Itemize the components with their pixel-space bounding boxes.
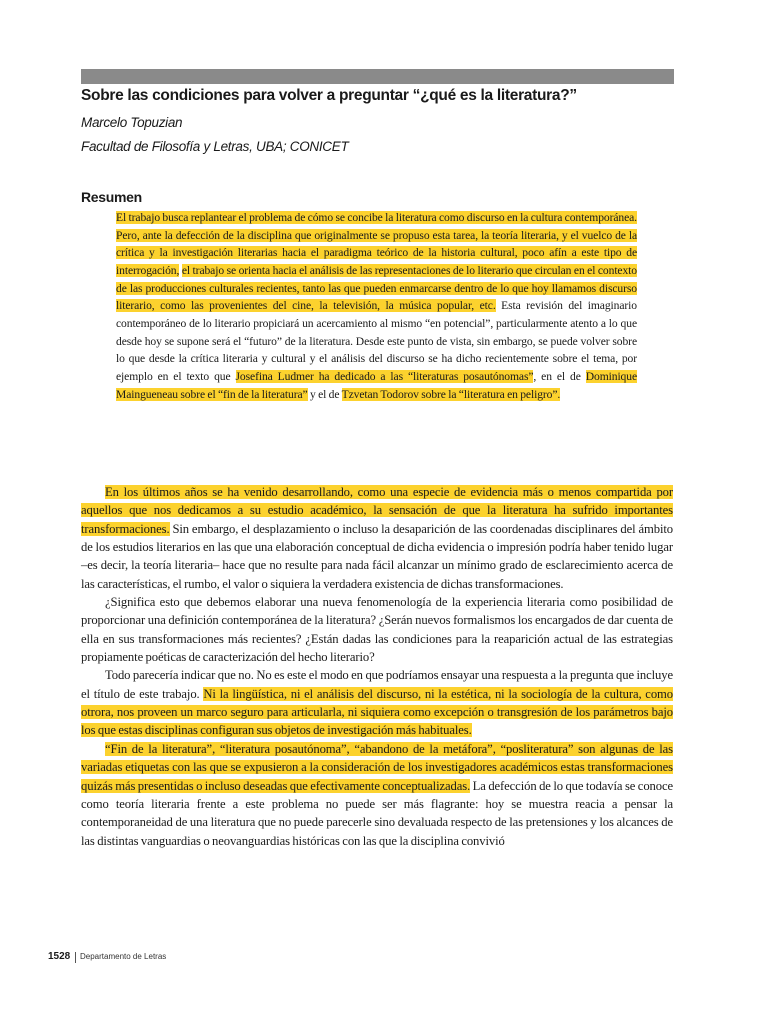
text-segment: y el de (307, 387, 342, 401)
footer-separator (75, 952, 76, 963)
highlighted-text: el trabajo se orienta hacia el análisis de las representaciones de lo literario que circulan en el contexto de las producciones culturales recientes, tanto las que pueden enmarcarse dentro de lo que hoy llamamos discurso literario, como las provenientes del cine, la televisión, la música popular, etc. (116, 263, 637, 313)
abstract-heading: Resumen (81, 189, 142, 205)
article-title: Sobre las condiciones para volver a preguntar “¿qué es la literatura?” (81, 87, 577, 104)
author-name: Marcelo Topuzian (81, 115, 183, 130)
abstract-text (116, 209, 637, 403)
text-segment: ¿Significa esto que debemos elaborar una nueva fenomenología de la experiencia literaria como posibilidad de proporcionar una definición contemporánea de la literatura? ¿Serán nuevos formalismos los encargados de dar cuenta de ella en sus transformaciones más recientes? ¿Están dadas las condiciones para la reaparición actual de las estrategias propiamente poéticas de caracterización del hecho literario? (81, 595, 673, 665)
text-segment: Esta revisión del imaginario contemporáneo de lo literario propiciará un acercamiento al mismo “en potencial”, particularmente atento a lo que desde hoy se supone será el “futuro” de la literatura. Desde este punto de vista, sin embargo, se puede volver sobre lo que desde la crítica literaria y cultural y el análisis del discurso se ha dicho recientemente sobre el tema, por ejemplo en el texto que (116, 299, 637, 383)
body-paragraph (81, 593, 673, 666)
abstract-paragraph (116, 209, 637, 403)
body-paragraph (81, 483, 673, 593)
header-rule-bar (81, 69, 674, 84)
author-affiliation: Facultad de Filosofía y Letras, UBA; CONICET (81, 139, 349, 154)
text-segment: , en el de (533, 369, 586, 383)
highlighted-text: El trabajo busca replantear el problema de cómo se concibe la literatura como discurso en la cultura contemporánea. Pero, ante la defección de la disciplina que originalmente se propuso esta tarea, la teoría literaria, y el vuelco de la crítica y la investigación literarias hacia el paradigma teórico de la historia cultural, poco afín a este tipo de interrogación, (116, 211, 637, 277)
text-segment: Todo parecería indicar que no. No es este el modo en que podríamos ensayar una respuesta a la pregunta que incluye el título de este trabajo. (81, 668, 673, 701)
body-paragraph (81, 666, 673, 739)
body-paragraph (81, 740, 673, 850)
body-text (81, 483, 673, 850)
highlighted-text: Dominique Maingueneau sobre el “fin de la literatura” (116, 369, 638, 401)
text-segment: Sin embargo, el desplazamiento o incluso la desaparición de las coordenadas disciplinares del ámbito de los estudios literarios en las que una elaboración conceptual de dicha evidencia o impresión podría haber tenido lugar –es decir, la teoría literaria– hace que no resulte para nada fácil alcanzar un mínimo grado de esclarecimiento acerca de las características, el rumbo, el valor o siquiera la verdadera existencia de dichas transformaciones. (81, 521, 673, 591)
page-number: 1528 (48, 951, 71, 962)
highlighted-text: En los últimos años se ha venido desarrollando, como una especie de evidencia más o menos compartida por aquellos que nos dedicamos a su estudio académico, la sensación de que la literatura ha sufrido importantes transformaciones. (81, 485, 673, 536)
highlighted-text: Ni la lingüística, ni el análisis del discurso, ni la estética, ni la sociología de la cultura, como otrora, nos proveen un marco seguro para articularla, ni siquiera como excepción o transgresión de los parámetros bajo los que estas disciplinas configuran sus objetos de investigación más habituales. (81, 686, 673, 738)
highlighted-text: “Fin de la literatura”, “literatura posautónoma”, “abandono de la metáfora”, “posliteratura” son algunas de las variadas etiquetas con las que se expusieron a la consideración de los investigadores académicos estas transformaciones quizás más presentidas o incluso deseadas que efectivamente conceptualizadas. (81, 741, 673, 793)
highlighted-text: Josefina Ludmer ha dedicado a las “literaturas posautónomas” (235, 369, 534, 383)
highlighted-text: Tzvetan Todorov sobre la “literatura en peligro”. (341, 387, 561, 401)
text-segment: La defección de lo que todavía se conoce como teoría literaria frente a este problema no puede ser más flagrante: hoy se muestra reacia a pensar la contemporaneidad de una literatura que no puede parecerle sino devaluada respecto de las pretensiones y los alcances de las distintas vanguardias o neovanguardias históricas con las que la disciplina convivió (81, 778, 673, 848)
footer-department: Departamento de Letras (80, 952, 167, 961)
